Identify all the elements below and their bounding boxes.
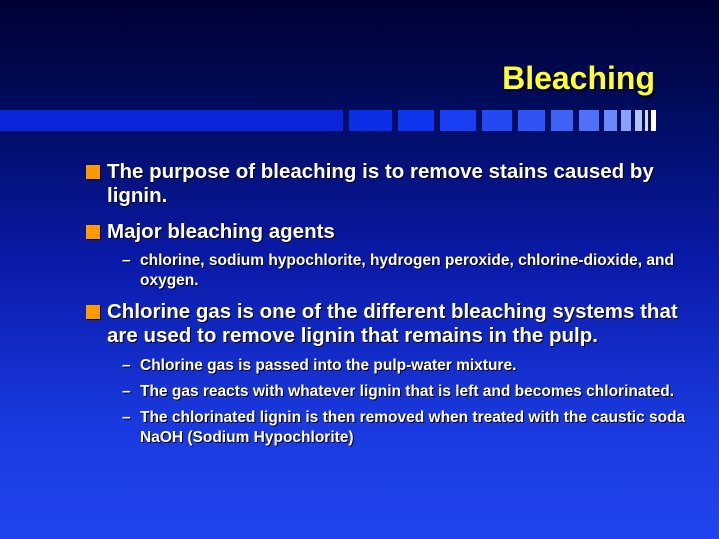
sub-bullet-item [86, 408, 686, 448]
title-bar-main [0, 110, 343, 131]
bullet-item [86, 160, 686, 208]
title-bar-segment [579, 110, 599, 131]
square-bullet-icon [86, 305, 100, 319]
bullet-text: Chlorine gas is one of the different bleaching systems that are used to remove lignin that remains in the pulp. [107, 300, 678, 347]
bullet-text: Major bleaching agents [107, 220, 335, 243]
title-bar-segment [651, 110, 656, 131]
sub-bullet-text: chlorine, sodium hypochlorite, hydrogen peroxide, chlorine-dioxide, and oxygen. [140, 252, 674, 289]
sub-bullet-item [86, 251, 686, 291]
title-bar-segment [621, 110, 631, 131]
title-bar-segment [604, 110, 617, 131]
title-bar-segment [349, 110, 392, 131]
title-bar-segment [398, 110, 434, 131]
slide-content [86, 160, 686, 448]
title-bar-segment [635, 110, 642, 131]
sub-bullet-text: The gas reacts with whatever lignin that is left and becomes chlorinated. [140, 383, 675, 400]
title-bar-segment [518, 110, 545, 131]
sub-bullet-text: The chlorinated lignin is then removed when treated with the caustic soda NaOH (Sodium Hypochlorite) [140, 409, 686, 446]
bullet-item [86, 300, 686, 348]
slide-title: Bleaching [502, 60, 655, 96]
dash-marker: – [122, 383, 131, 400]
dash-marker: – [122, 252, 131, 269]
title-bar-segment [440, 110, 476, 131]
dash-marker: – [122, 409, 131, 426]
bullet-item [86, 220, 686, 244]
dash-marker: – [122, 357, 131, 374]
square-bullet-icon [86, 165, 100, 179]
title-bar-segment [551, 110, 573, 131]
sub-bullet-text: Chlorine gas is passed into the pulp-water mixture. [140, 357, 517, 374]
sub-bullet-item [86, 382, 686, 402]
sub-bullet-item [86, 356, 686, 376]
square-bullet-icon [86, 225, 100, 239]
title-bar-segment [482, 110, 512, 131]
title-bar-segment [645, 110, 648, 131]
bullet-text: The purpose of bleaching is to remove stains caused by lignin. [107, 160, 654, 207]
